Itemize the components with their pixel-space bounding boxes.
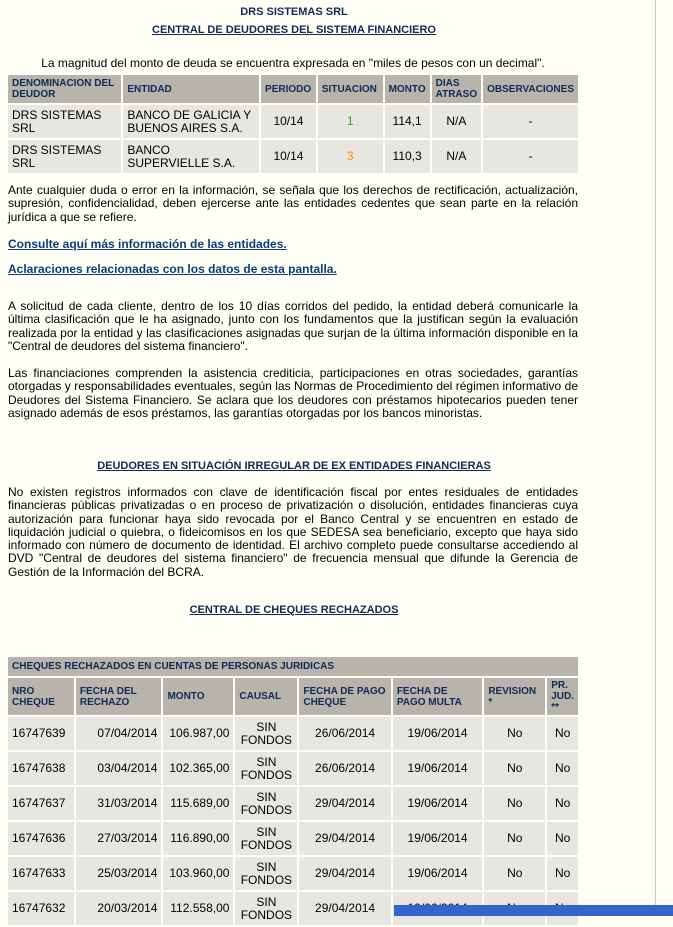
cell-nro: 16747632 xyxy=(8,892,76,927)
cell-revision: No xyxy=(484,717,547,752)
cell-entidad: BANCO SUPERVIELLE S.A. xyxy=(123,140,261,175)
col-deudor: DENOMINACION DEL DEUDOR xyxy=(8,75,123,105)
cell-causal: SIN FONDOS xyxy=(235,822,299,857)
cell-monto: 116.890,00 xyxy=(163,822,235,857)
cell-monto: 102.365,00 xyxy=(163,752,235,787)
cell-nro: 16747636 xyxy=(8,822,76,857)
classification-paragraph: A solicitud de cada cliente, dentro de los 10 días corridos del pedido, la entidad deberá comunicarle la última clasificación que le ha asignado, junto con los fundamentos que la justifican según la evaluación realizada por la entidad y las clasificaciones asignadas que surjan de la última información disponible en la "Central de deudores del sistema financiero". xyxy=(8,299,578,353)
cell-fecha: 31/03/2014 xyxy=(76,787,164,822)
financing-paragraph: Las financiaciones comprenden la asistencia crediticia, participaciones en otras sociedades, garantías otorgadas y responsabilidades eventuales, según las Normas de Procedimiento del régimen informativo de Deudores del Sistema Financiero. Se aclara que los deudores con préstamos hipotecarios pueden tener asignado además de esos préstamos, las garantías otorgadas por los bancos minoristas. xyxy=(8,366,578,420)
cell-causal: SIN FONDOS xyxy=(235,857,299,892)
cell-jud: No xyxy=(547,822,580,857)
cell-monto: 110,3 xyxy=(385,140,432,175)
cell-nro: 16747633 xyxy=(8,857,76,892)
cell-jud: No xyxy=(547,752,580,787)
cell-monto: 112.558,00 xyxy=(163,892,235,927)
clarifications-link[interactable]: Aclaraciones relacionadas con los datos de esta pantalla. xyxy=(8,262,337,276)
cell-nro: 16747637 xyxy=(8,787,76,822)
col-monto: MONTO xyxy=(385,75,432,105)
cell-pago-multa: 19/06/2014 xyxy=(393,717,485,752)
cell-deudor: DRS SISTEMAS SRL xyxy=(8,105,123,140)
cheques-caption-row xyxy=(8,657,580,678)
cell-obs: - xyxy=(483,140,580,175)
cell-fecha: 07/04/2014 xyxy=(76,717,164,752)
cell-revision: No xyxy=(484,752,547,787)
cell-fecha: 03/04/2014 xyxy=(76,752,164,787)
cell-fecha: 25/03/2014 xyxy=(76,857,164,892)
intro-text: La magnitud del monto de deuda se encuentra expresada en "miles de pesos con un decimal". xyxy=(41,56,545,70)
more-info-link[interactable]: Consulte aquí más información de las entidades. xyxy=(8,237,287,251)
cell-nro: 16747639 xyxy=(8,717,76,752)
debt-table xyxy=(8,75,580,175)
col-observaciones: OBSERVACIONES xyxy=(483,75,580,105)
cell-revision: No xyxy=(484,857,547,892)
table-row xyxy=(8,857,580,892)
cell-fecha: 27/03/2014 xyxy=(76,822,164,857)
table-row xyxy=(8,140,580,175)
cheques-table xyxy=(8,657,580,927)
cell-situacion: 3 xyxy=(318,140,385,175)
col-entidad: ENTIDAD xyxy=(123,75,261,105)
cell-jud: No xyxy=(547,717,580,752)
cell-jud: No xyxy=(547,787,580,822)
cell-pago-multa: 19/06/2014 xyxy=(393,752,485,787)
cell-nro: 16747638 xyxy=(8,752,76,787)
cell-pago-cheque: 29/04/2014 xyxy=(299,892,392,927)
col-monto: MONTO xyxy=(163,678,235,717)
table-row xyxy=(8,787,580,822)
table-row xyxy=(8,105,580,140)
cell-causal: SIN FONDOS xyxy=(235,892,299,927)
cell-pago-multa: 19/06/2014 xyxy=(393,822,485,857)
cheques-table-header xyxy=(8,678,580,717)
cell-entidad: BANCO DE GALICIA Y BUENOS AIRES S.A. xyxy=(123,105,261,140)
cell-pago-cheque: 26/06/2014 xyxy=(299,717,392,752)
cell-monto: 106.987,00 xyxy=(163,717,235,752)
cheques-caption: CHEQUES RECHAZADOS EN CUENTAS DE PERSONAS JURIDICAS xyxy=(8,657,580,678)
cheques-section-title: CENTRAL DE CHEQUES RECHAZADOS xyxy=(189,604,399,616)
col-dias-atraso: DIAS ATRASO xyxy=(432,75,484,105)
section-title-deudores: CENTRAL DE DEUDORES DEL SISTEMA FINANCIERO xyxy=(152,24,436,36)
cell-dias: N/A xyxy=(432,140,484,175)
cell-deudor: DRS SISTEMAS SRL xyxy=(8,140,123,175)
cell-revision: No xyxy=(484,787,547,822)
table-row xyxy=(8,822,580,857)
page-border-line xyxy=(655,0,656,916)
cell-revision: No xyxy=(484,822,547,857)
col-nro-cheque: NRO CHEQUE xyxy=(8,678,76,717)
table-row xyxy=(8,717,580,752)
company-title: DRS SISTEMAS SRL xyxy=(240,6,348,18)
col-causal: CAUSAL xyxy=(235,678,299,717)
notice-text: Ante cualquier duda o error en la información, se señala que los derechos de rectificación, actualización, supresión, confidencialidad, deben ejercerse ante las entidades cedentes que sean parte en la relación jurídica a que se refiere. xyxy=(8,183,578,224)
cell-pago-cheque: 26/06/2014 xyxy=(299,752,392,787)
table-row xyxy=(8,752,580,787)
cell-causal: SIN FONDOS xyxy=(235,717,299,752)
debt-table-header xyxy=(8,75,580,105)
cell-periodo: 10/14 xyxy=(261,140,318,175)
cell-periodo: 10/14 xyxy=(261,105,318,140)
col-pr-jud: PR. JUD. ** xyxy=(547,678,580,717)
col-fecha-pago-cheque: FECHA DE PAGO CHEQUE xyxy=(299,678,392,717)
cell-situacion: 1 xyxy=(318,105,385,140)
col-revision: REVISION * xyxy=(484,678,547,717)
col-situacion: SITUACION xyxy=(318,75,385,105)
cell-obs: - xyxy=(483,105,580,140)
cell-jud: No xyxy=(547,857,580,892)
cell-causal: SIN FONDOS xyxy=(235,752,299,787)
cell-pago-cheque: 29/04/2014 xyxy=(299,857,392,892)
col-fecha-rechazo: FECHA DEL RECHAZO xyxy=(76,678,164,717)
irregular-paragraph: No existen registros informados con clave de identificación fiscal por entes residuales de entidades financieras públicas privatizadas o en proceso de privatización o disolución, entidades financieras cuya autorización para funcionar haya sido revocada por el Banco Central y se encuentren en estado de liquidación judicial o quiebra, o fideicomisos en los que SEDESA sea beneficiario, excepto que haya sido informado con número de documento de identidad. El archivo completo puede consultarse accediendo al DVD "Central de deudores del sistema financiero" de frecuencia mensual que difunde la Gerencia de Gestión de la Información del BCRA. xyxy=(8,485,578,579)
cell-monto: 115.689,00 xyxy=(163,787,235,822)
cell-fecha: 20/03/2014 xyxy=(76,892,164,927)
cell-pago-multa: 19/06/2014 xyxy=(393,787,485,822)
text-selection-highlight xyxy=(394,905,673,916)
cell-pago-multa: 19/06/2014 xyxy=(393,857,485,892)
cell-dias: N/A xyxy=(432,105,484,140)
cell-pago-cheque: 29/04/2014 xyxy=(299,822,392,857)
cell-causal: SIN FONDOS xyxy=(235,787,299,822)
col-fecha-pago-multa: FECHA DE PAGO MULTA xyxy=(393,678,485,717)
cell-monto: 114,1 xyxy=(385,105,432,140)
irregular-section-title: DEUDORES EN SITUACIÓN IRREGULAR DE EX ENTIDADES FINANCIERAS xyxy=(97,460,491,472)
cell-pago-cheque: 29/04/2014 xyxy=(299,787,392,822)
cell-monto: 103.960,00 xyxy=(163,857,235,892)
col-periodo: PERIODO xyxy=(261,75,318,105)
